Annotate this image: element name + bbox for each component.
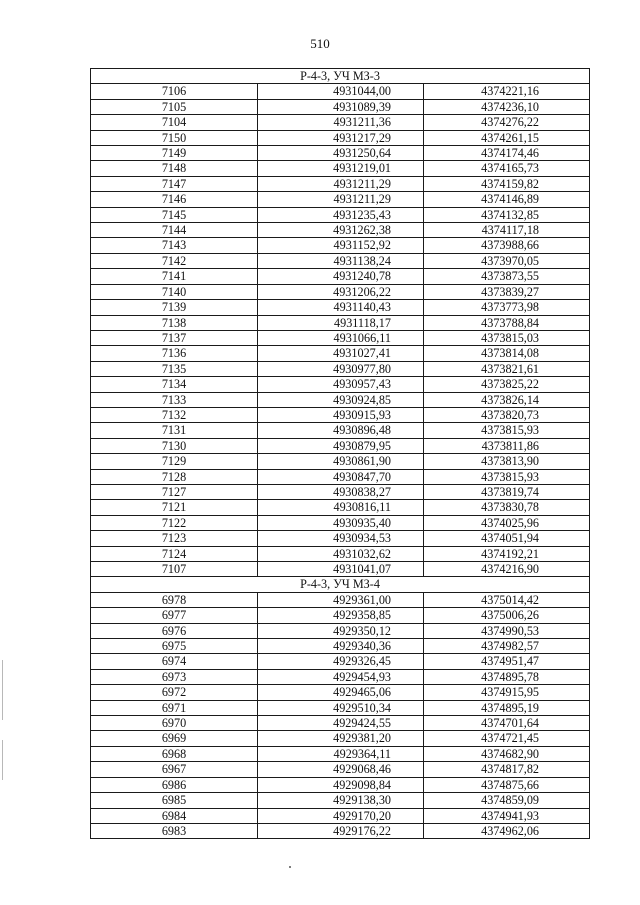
x-coordinate-cell: 4931235,43 (258, 207, 424, 222)
x-coordinate-cell: 4931262,38 (258, 223, 424, 238)
y-coordinate-cell: 4373819,74 (424, 484, 590, 499)
y-coordinate-cell: 4373873,55 (424, 269, 590, 284)
x-coordinate-cell: 4931211,29 (258, 176, 424, 191)
table-row (91, 346, 590, 361)
x-coordinate-cell: 4929170,20 (258, 808, 424, 823)
table-row (91, 546, 590, 561)
table-row (91, 176, 590, 191)
point-number-cell: 6984 (91, 808, 258, 823)
point-number-cell: 7150 (91, 130, 258, 145)
table-row (91, 562, 590, 577)
table-row (91, 654, 590, 669)
point-number-cell: 7128 (91, 469, 258, 484)
y-coordinate-cell: 4374962,06 (424, 823, 590, 838)
x-coordinate-cell: 4930896,48 (258, 423, 424, 438)
point-number-cell: 6973 (91, 669, 258, 684)
x-coordinate-cell: 4929381,20 (258, 731, 424, 746)
point-number-cell: 7149 (91, 146, 258, 161)
point-number-cell: 7147 (91, 176, 258, 191)
table-row (91, 253, 590, 268)
y-coordinate-cell: 4373830,78 (424, 500, 590, 515)
y-coordinate-cell: 4374261,15 (424, 130, 590, 145)
y-coordinate-cell: 4373814,08 (424, 346, 590, 361)
coordinates-table-body (91, 69, 590, 839)
x-coordinate-cell: 4929098,84 (258, 777, 424, 792)
scan-edge-mark (2, 660, 3, 720)
y-coordinate-cell: 4374165,73 (424, 161, 590, 176)
y-coordinate-cell: 4373815,93 (424, 469, 590, 484)
x-coordinate-cell: 4930957,43 (258, 377, 424, 392)
point-number-cell: 6967 (91, 762, 258, 777)
x-coordinate-cell: 4930879,95 (258, 438, 424, 453)
scan-dot (289, 866, 291, 868)
point-number-cell: 7105 (91, 99, 258, 114)
table-row (91, 99, 590, 114)
y-coordinate-cell: 4374159,82 (424, 176, 590, 191)
point-number-cell: 6983 (91, 823, 258, 838)
scan-edge-mark (2, 740, 3, 780)
x-coordinate-cell: 4931250,64 (258, 146, 424, 161)
y-coordinate-cell: 4374276,22 (424, 115, 590, 130)
table-row (91, 392, 590, 407)
table-row (91, 484, 590, 499)
point-number-cell: 7122 (91, 515, 258, 530)
y-coordinate-cell: 4374216,90 (424, 562, 590, 577)
y-coordinate-cell: 4374132,85 (424, 207, 590, 222)
x-coordinate-cell: 4931206,22 (258, 284, 424, 299)
point-number-cell: 6971 (91, 700, 258, 715)
table-row (91, 623, 590, 638)
table-row (91, 192, 590, 207)
y-coordinate-cell: 4373815,03 (424, 330, 590, 345)
coordinates-table (90, 68, 590, 839)
table-row (91, 700, 590, 715)
table-row (91, 669, 590, 684)
y-coordinate-cell: 4374146,89 (424, 192, 590, 207)
y-coordinate-cell: 4373825,22 (424, 377, 590, 392)
table-row (91, 115, 590, 130)
x-coordinate-cell: 4930935,40 (258, 515, 424, 530)
point-number-cell: 7130 (91, 438, 258, 453)
point-number-cell: 6974 (91, 654, 258, 669)
point-number-cell: 7148 (91, 161, 258, 176)
point-number-cell: 7141 (91, 269, 258, 284)
x-coordinate-cell: 4929454,93 (258, 669, 424, 684)
table-row (91, 777, 590, 792)
point-number-cell: 7135 (91, 361, 258, 376)
table-row (91, 146, 590, 161)
y-coordinate-cell: 4374982,57 (424, 639, 590, 654)
x-coordinate-cell: 4931138,24 (258, 253, 424, 268)
x-coordinate-cell: 4929340,36 (258, 639, 424, 654)
table-row (91, 685, 590, 700)
x-coordinate-cell: 4929138,30 (258, 793, 424, 808)
x-coordinate-cell: 4931041,07 (258, 562, 424, 577)
point-number-cell: 6975 (91, 639, 258, 654)
y-coordinate-cell: 4375006,26 (424, 608, 590, 623)
table-row (91, 469, 590, 484)
point-number-cell: 7134 (91, 377, 258, 392)
table-row (91, 823, 590, 838)
table-row (91, 716, 590, 731)
table-row (91, 269, 590, 284)
table-row (91, 515, 590, 530)
y-coordinate-cell: 4374174,46 (424, 146, 590, 161)
point-number-cell: 6986 (91, 777, 258, 792)
section-title: Р-4-3, УЧ МЗ-3 (91, 69, 590, 84)
y-coordinate-cell: 4374895,19 (424, 700, 590, 715)
y-coordinate-cell: 4374192,21 (424, 546, 590, 561)
point-number-cell: 7142 (91, 253, 258, 268)
x-coordinate-cell: 4930924,85 (258, 392, 424, 407)
x-coordinate-cell: 4929364,11 (258, 746, 424, 761)
table-row (91, 746, 590, 761)
table-row (91, 315, 590, 330)
point-number-cell: 7132 (91, 407, 258, 422)
y-coordinate-cell: 4373813,90 (424, 454, 590, 469)
x-coordinate-cell: 4931044,00 (258, 84, 424, 99)
x-coordinate-cell: 4929068,46 (258, 762, 424, 777)
y-coordinate-cell: 4373788,84 (424, 315, 590, 330)
table-row (91, 608, 590, 623)
table-row (91, 762, 590, 777)
table-row (91, 84, 590, 99)
table-row (91, 438, 590, 453)
x-coordinate-cell: 4929510,34 (258, 700, 424, 715)
table-row (91, 300, 590, 315)
point-number-cell: 7131 (91, 423, 258, 438)
y-coordinate-cell: 4373970,05 (424, 253, 590, 268)
x-coordinate-cell: 4931032,62 (258, 546, 424, 561)
x-coordinate-cell: 4930915,93 (258, 407, 424, 422)
y-coordinate-cell: 4374859,09 (424, 793, 590, 808)
x-coordinate-cell: 4931211,36 (258, 115, 424, 130)
table-row (91, 330, 590, 345)
point-number-cell: 7139 (91, 300, 258, 315)
x-coordinate-cell: 4930847,70 (258, 469, 424, 484)
x-coordinate-cell: 4929326,45 (258, 654, 424, 669)
point-number-cell: 7133 (91, 392, 258, 407)
y-coordinate-cell: 4374682,90 (424, 746, 590, 761)
table-row (91, 423, 590, 438)
x-coordinate-cell: 4929465,06 (258, 685, 424, 700)
y-coordinate-cell: 4374895,78 (424, 669, 590, 684)
section-header-row (91, 69, 590, 84)
x-coordinate-cell: 4930838,27 (258, 484, 424, 499)
table-row (91, 731, 590, 746)
x-coordinate-cell: 4929350,12 (258, 623, 424, 638)
section-title: Р-4-3, УЧ МЗ-4 (91, 577, 590, 592)
point-number-cell: 7137 (91, 330, 258, 345)
y-coordinate-cell: 4374236,10 (424, 99, 590, 114)
point-number-cell: 7124 (91, 546, 258, 561)
y-coordinate-cell: 4374117,18 (424, 223, 590, 238)
x-coordinate-cell: 4931027,41 (258, 346, 424, 361)
point-number-cell: 7129 (91, 454, 258, 469)
point-number-cell: 6977 (91, 608, 258, 623)
y-coordinate-cell: 4374025,96 (424, 515, 590, 530)
table-row (91, 377, 590, 392)
table-row (91, 592, 590, 607)
x-coordinate-cell: 4930816,11 (258, 500, 424, 515)
x-coordinate-cell: 4931118,17 (258, 315, 424, 330)
y-coordinate-cell: 4373988,66 (424, 238, 590, 253)
point-number-cell: 7106 (91, 84, 258, 99)
x-coordinate-cell: 4931089,39 (258, 99, 424, 114)
table-row (91, 223, 590, 238)
point-number-cell: 7140 (91, 284, 258, 299)
y-coordinate-cell: 4374721,45 (424, 731, 590, 746)
x-coordinate-cell: 4930934,53 (258, 531, 424, 546)
point-number-cell: 6972 (91, 685, 258, 700)
y-coordinate-cell: 4374941,93 (424, 808, 590, 823)
x-coordinate-cell: 4929361,00 (258, 592, 424, 607)
point-number-cell: 7143 (91, 238, 258, 253)
x-coordinate-cell: 4931217,29 (258, 130, 424, 145)
x-coordinate-cell: 4931211,29 (258, 192, 424, 207)
x-coordinate-cell: 4931140,43 (258, 300, 424, 315)
point-number-cell: 7121 (91, 500, 258, 515)
y-coordinate-cell: 4374990,53 (424, 623, 590, 638)
y-coordinate-cell: 4374701,64 (424, 716, 590, 731)
y-coordinate-cell: 4374951,47 (424, 654, 590, 669)
table-row (91, 793, 590, 808)
y-coordinate-cell: 4374221,16 (424, 84, 590, 99)
point-number-cell: 7136 (91, 346, 258, 361)
table-row (91, 808, 590, 823)
table-row (91, 130, 590, 145)
point-number-cell: 7107 (91, 562, 258, 577)
page-number: 510 (310, 36, 330, 51)
point-number-cell: 6978 (91, 592, 258, 607)
x-coordinate-cell: 4931152,92 (258, 238, 424, 253)
point-number-cell: 7127 (91, 484, 258, 499)
y-coordinate-cell: 4374875,66 (424, 777, 590, 792)
point-number-cell: 6970 (91, 716, 258, 731)
x-coordinate-cell: 4929358,85 (258, 608, 424, 623)
table-row (91, 531, 590, 546)
section-header-row (91, 577, 590, 592)
table-row (91, 407, 590, 422)
point-number-cell: 7104 (91, 115, 258, 130)
x-coordinate-cell: 4930861,90 (258, 454, 424, 469)
point-number-cell: 6969 (91, 731, 258, 746)
table-row (91, 207, 590, 222)
y-coordinate-cell: 4373815,93 (424, 423, 590, 438)
table-row (91, 454, 590, 469)
table-row (91, 639, 590, 654)
point-number-cell: 7144 (91, 223, 258, 238)
table-row (91, 238, 590, 253)
point-number-cell: 7146 (91, 192, 258, 207)
y-coordinate-cell: 4374051,94 (424, 531, 590, 546)
table-row (91, 161, 590, 176)
point-number-cell: 7123 (91, 531, 258, 546)
x-coordinate-cell: 4931240,78 (258, 269, 424, 284)
y-coordinate-cell: 4373811,86 (424, 438, 590, 453)
x-coordinate-cell: 4929424,55 (258, 716, 424, 731)
y-coordinate-cell: 4375014,42 (424, 592, 590, 607)
y-coordinate-cell: 4373820,73 (424, 407, 590, 422)
x-coordinate-cell: 4929176,22 (258, 823, 424, 838)
table-row (91, 500, 590, 515)
point-number-cell: 7145 (91, 207, 258, 222)
point-number-cell: 6976 (91, 623, 258, 638)
point-number-cell: 6985 (91, 793, 258, 808)
x-coordinate-cell: 4931219,01 (258, 161, 424, 176)
point-number-cell: 7138 (91, 315, 258, 330)
y-coordinate-cell: 4374817,82 (424, 762, 590, 777)
y-coordinate-cell: 4373773,98 (424, 300, 590, 315)
table-row (91, 361, 590, 376)
y-coordinate-cell: 4373826,14 (424, 392, 590, 407)
y-coordinate-cell: 4374915,95 (424, 685, 590, 700)
x-coordinate-cell: 4930977,80 (258, 361, 424, 376)
y-coordinate-cell: 4373839,27 (424, 284, 590, 299)
y-coordinate-cell: 4373821,61 (424, 361, 590, 376)
table-row (91, 284, 590, 299)
x-coordinate-cell: 4931066,11 (258, 330, 424, 345)
point-number-cell: 6968 (91, 746, 258, 761)
